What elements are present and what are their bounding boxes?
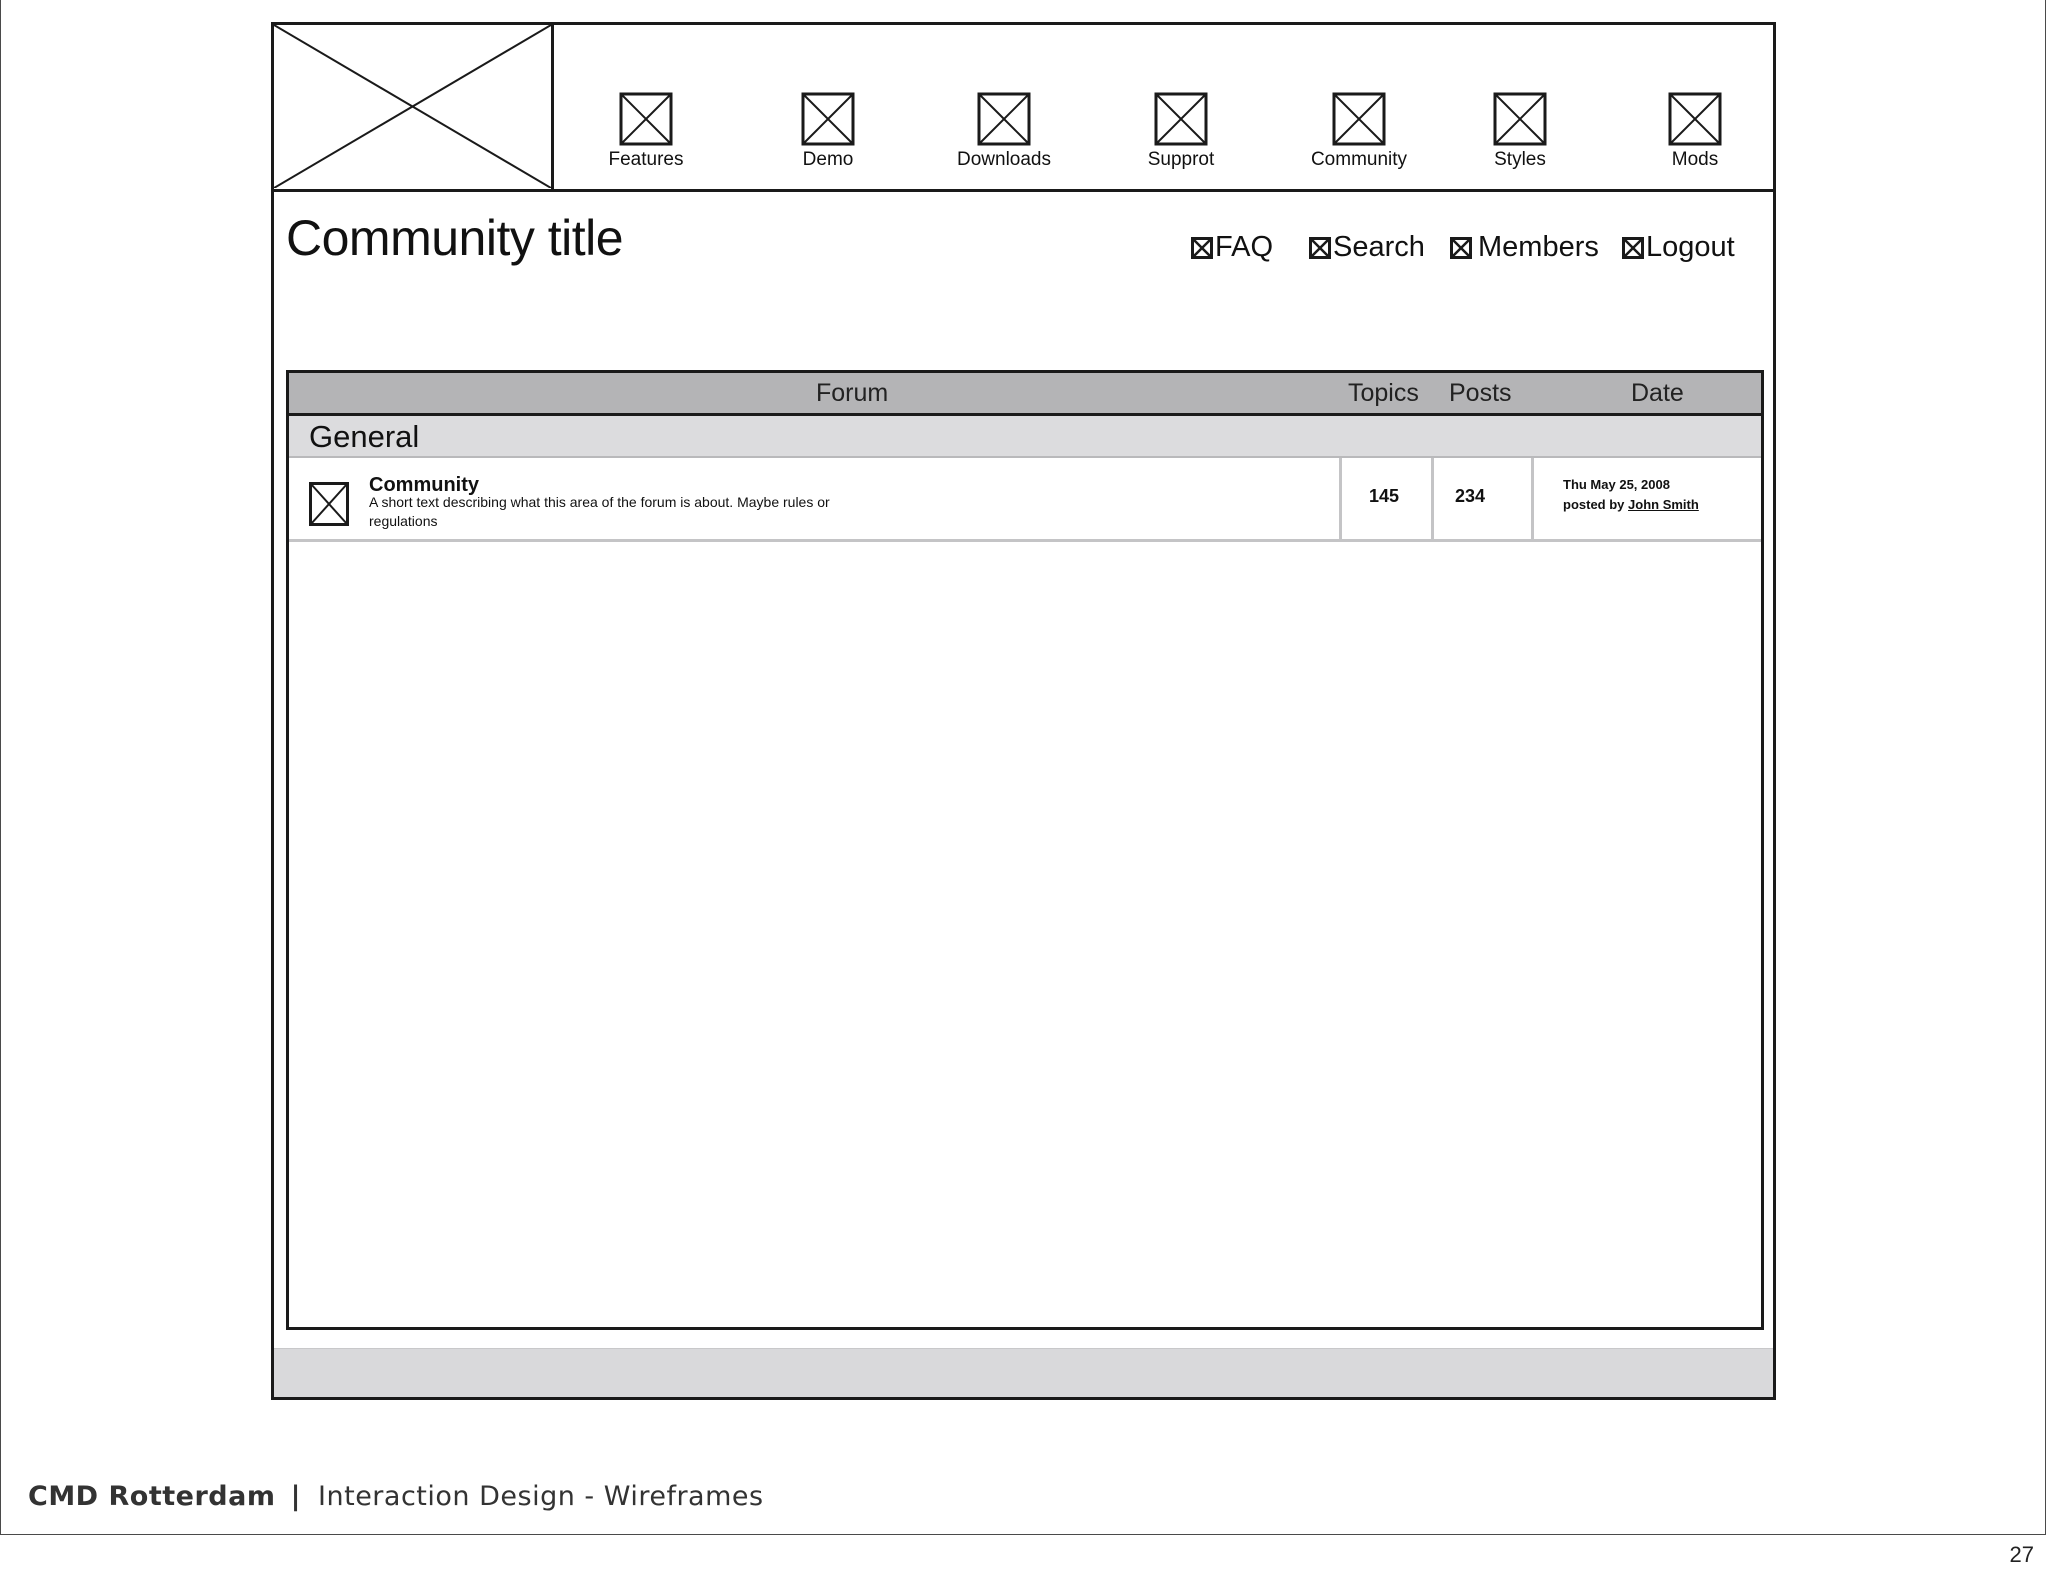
posts-count: 234: [1455, 486, 1486, 506]
placeholder-box-icon: [1309, 237, 1331, 259]
forum-image-placeholder-icon: [309, 482, 349, 526]
image-placeholder-icon: [1667, 91, 1723, 147]
nav-label: Mods: [1671, 149, 1719, 170]
posted-by-label: posted by: [1563, 497, 1625, 512]
nav-label: Community: [1310, 149, 1408, 170]
members-link[interactable]: [1450, 231, 1599, 264]
nav-item-downloads[interactable]: [934, 91, 1074, 171]
members-link-label: Members: [1478, 231, 1599, 263]
nav-item-features[interactable]: [576, 91, 716, 171]
logo-placeholder-image[interactable]: [274, 25, 554, 191]
placeholder-box-icon: [1450, 237, 1472, 259]
column-header-forum: Forum: [816, 379, 889, 407]
image-placeholder-icon: [1153, 91, 1209, 147]
slide-caption: [28, 1481, 764, 1512]
image-placeholder-icon: [1331, 91, 1387, 147]
image-placeholder-icon: [976, 91, 1032, 147]
topics-count: 145: [1369, 486, 1400, 506]
search-link-label: Search: [1333, 231, 1425, 263]
logout-link-label: Logout: [1646, 231, 1735, 263]
column-header-date: Date: [1631, 379, 1684, 407]
nav-label: Styles: [1494, 149, 1546, 170]
forum-description: A short text describing what this area of the forum is about. Maybe rules or regulations: [369, 494, 830, 529]
image-placeholder-icon: [1492, 91, 1548, 147]
nav-item-mods[interactable]: [1625, 91, 1765, 171]
column-header-posts: Posts: [1449, 379, 1512, 407]
caption-brand: CMD Rotterdam: [28, 1481, 276, 1512]
nav-item-supprot[interactable]: [1111, 91, 1251, 171]
caption-subtitle: Interaction Design - Wireframes: [318, 1481, 764, 1512]
faq-link-label: FAQ: [1215, 231, 1274, 263]
nav-label: Downloads: [957, 149, 1051, 170]
page-title: Community title: [286, 210, 624, 266]
column-divider: [1531, 458, 1534, 539]
last-post-byline: [1563, 495, 1699, 515]
placeholder-box-icon: [1191, 237, 1213, 259]
footer-bar: [274, 1348, 1773, 1397]
nav-item-demo[interactable]: [758, 91, 898, 171]
table-row[interactable]: [289, 458, 1761, 542]
column-divider: [1339, 458, 1342, 539]
logout-link[interactable]: [1622, 231, 1735, 264]
column-divider: [1431, 458, 1434, 539]
header-divider: [274, 189, 1773, 192]
section-title: General: [309, 419, 420, 454]
nav-label: Features: [608, 149, 684, 170]
caption-separator: |: [290, 1481, 301, 1512]
nav-item-community[interactable]: [1289, 91, 1429, 171]
section-header-general: [289, 416, 1761, 458]
image-placeholder-icon: [618, 91, 674, 147]
forum-table: [286, 370, 1764, 1330]
author-link[interactable]: John Smith: [1628, 497, 1699, 512]
nav-label: Demo: [802, 149, 854, 170]
placeholder-box-icon: [1622, 237, 1644, 259]
faq-link[interactable]: [1191, 231, 1273, 264]
nav-item-styles[interactable]: [1450, 91, 1590, 171]
nav-label: Supprot: [1147, 149, 1215, 170]
last-post-date: Thu May 25, 2008: [1563, 477, 1670, 492]
image-placeholder-icon: [800, 91, 856, 147]
search-link[interactable]: [1309, 231, 1425, 264]
page-number: 27: [2009, 1542, 2034, 1567]
table-header: [289, 373, 1761, 416]
last-post-info: [1563, 475, 1699, 515]
column-header-topics: Topics: [1348, 379, 1419, 407]
wireframe-page: [271, 22, 1776, 1400]
forum-name-link[interactable]: Community: [369, 474, 479, 496]
image-placeholder-icon: [274, 25, 551, 188]
